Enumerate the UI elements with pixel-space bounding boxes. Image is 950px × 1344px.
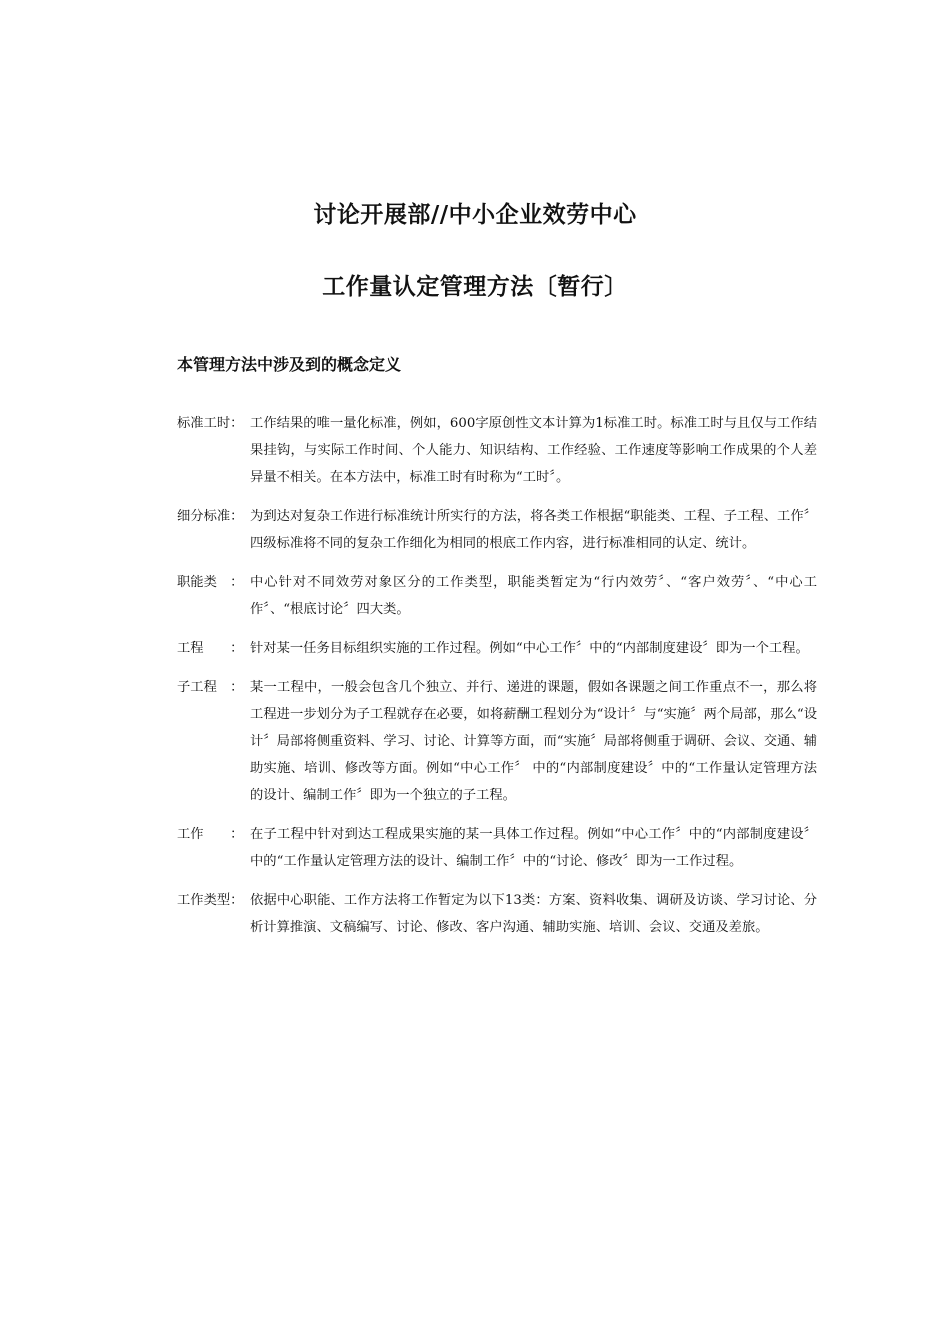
definition-text: 在子工程中针对到达工程成果实施的某一具体工作过程。例如“中心工作〞中的“内部制度建设〞中的“工作量认定管理方法的设计、编制工作〞中的“讨论、修改〞即为一工作过程。	[250, 827, 817, 869]
definitions-list	[177, 410, 817, 953]
definition-term: 职能类 ：	[177, 575, 244, 590]
definition-function-category	[177, 569, 817, 623]
document-title-line-2: 工作量认定管理方法〔暂行〕	[322, 274, 628, 300]
definition-term: 工程 ：	[177, 641, 244, 656]
definition-term: 工作类型：	[177, 893, 244, 908]
section-heading: 本管理方法中涉及到的概念定义	[177, 355, 402, 374]
definition-text: 依据中心职能、工作方法将工作暂定为以下13类：方案、资料收集、调研及访谈、学习讨论、分析计算推演、文稿编写、讨论、修改、客户沟通、辅助实施、培训、会议、交通及差旅。	[250, 893, 817, 935]
definition-term: 子工程 ：	[177, 680, 244, 695]
definition-text: 工作结果的唯一量化标准，例如，600字原创性文本计算为1标准工时。标准工时与且仅与工作结果挂钩，与实际工作时间、个人能力、知识结构、工作经验、工作速度等影响工作成果的个人差异量不相关。在本方法中，标准工时有时称为“工时〞。	[250, 416, 817, 485]
definition-text: 中心针对不同效劳对象区分的工作类型，职能类暂定为“行内效劳〞、“客户效劳〞、“中心工作〞、“根底讨论〞四大类。	[250, 575, 817, 617]
definition-work-type	[177, 887, 817, 941]
definition-term: 工作 ：	[177, 827, 244, 842]
definition-project	[177, 635, 817, 662]
definition-subproject	[177, 674, 817, 809]
definition-text: 某一工程中，一般会包含几个独立、并行、递进的课题，假如各课题之间工作重点不一，那么将工程进一步划分为子工程就存在必要，如将薪酬工程划分为“设计〞与“实施〞两个局部，那么“设计〞局部将侧重资料、学习、讨论、计算等方面，而“实施〞局部将侧重于调研、会议、交通、辅助实施、培训、修改等方面。例如“中心工作〞 中的“内部制度建设〞中的“工作量认定管理方法的设计、编制工作〞即为一个独立的子工程。	[250, 680, 817, 803]
definition-standard-hours	[177, 410, 817, 491]
document-title-line-1: 讨论开展部//中小企业效劳中心	[313, 202, 637, 228]
definition-work	[177, 821, 817, 875]
definition-breakdown-standard	[177, 503, 817, 557]
definition-term: 细分标准：	[177, 509, 244, 524]
definition-term: 标准工时：	[177, 416, 244, 431]
definition-text: 为到达对复杂工作进行标准统计所实行的方法，将各类工作根据“职能类、工程、子工程、工作〞四级标准将不同的复杂工作细化为相同的根底工作内容，进行标准相同的认定、统计。	[250, 509, 817, 551]
definition-text: 针对某一任务目标组织实施的工作过程。例如“中心工作〞中的“内部制度建设〞即为一个工程。	[250, 641, 809, 656]
